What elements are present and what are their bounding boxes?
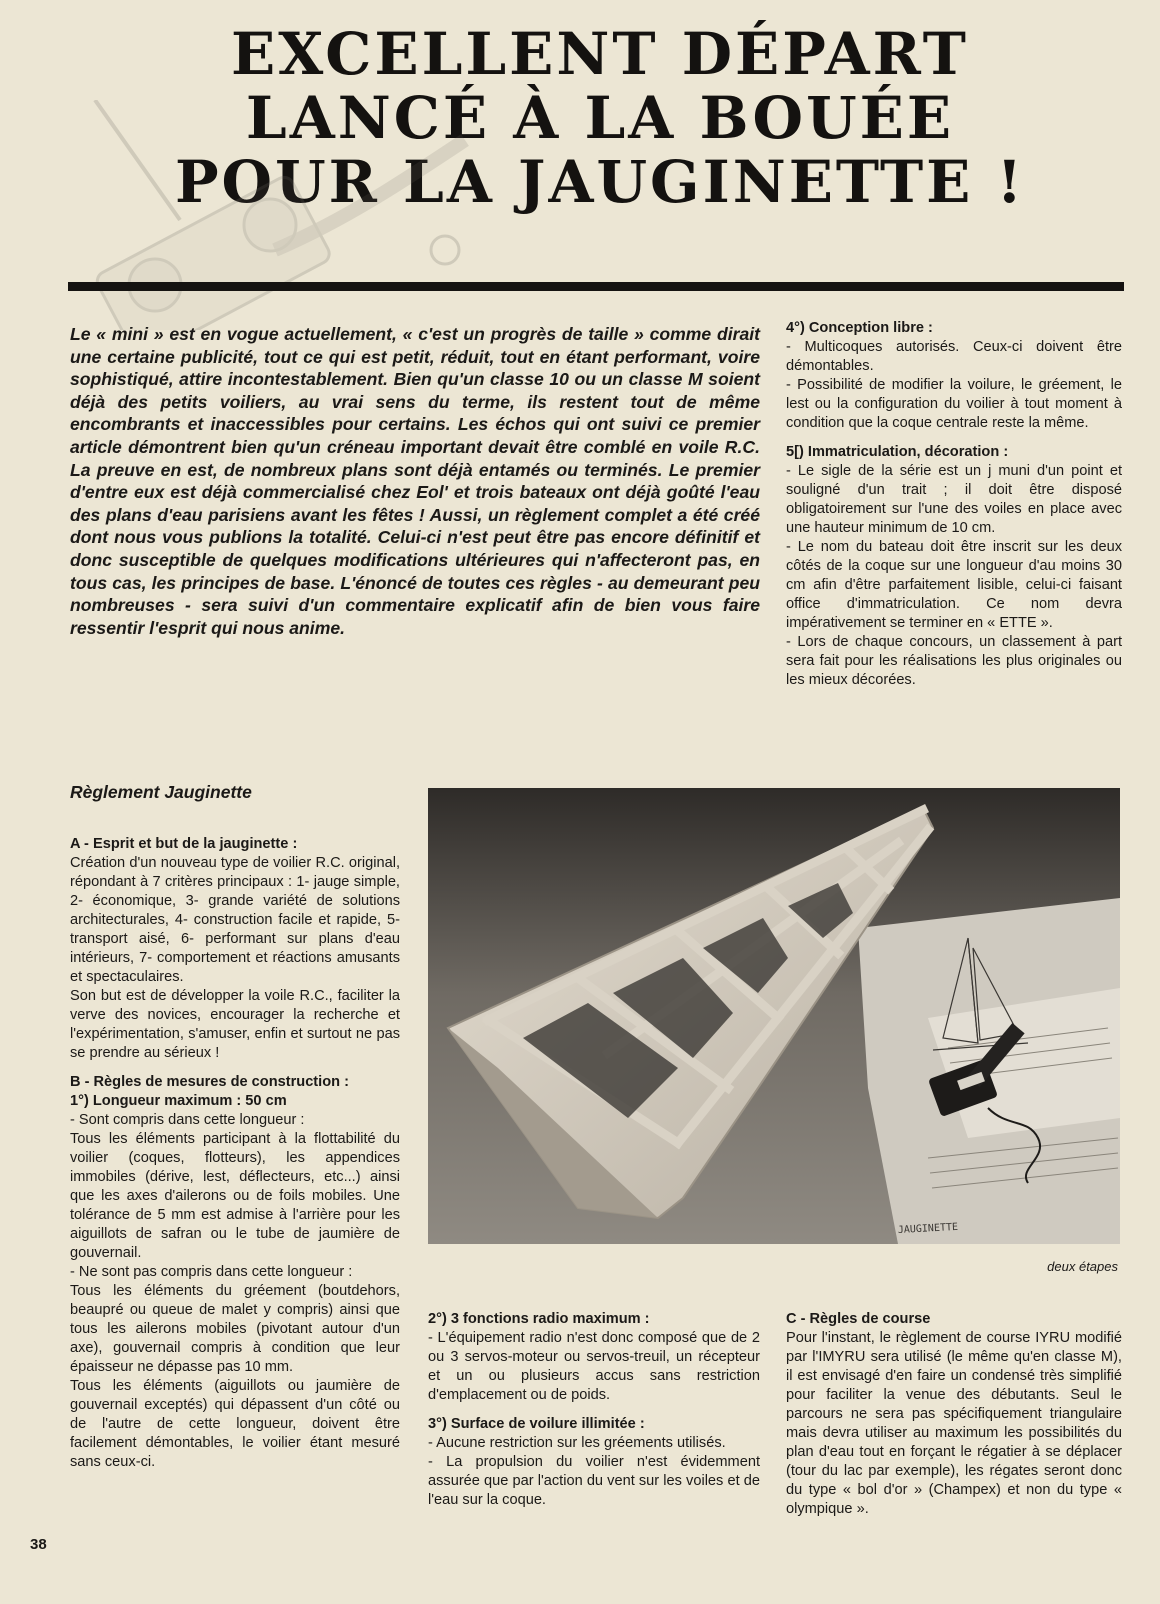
section-4-text-a: - Multicoques autorisés. Ceux-ci doivent être démontables. — [786, 339, 1122, 374]
section-b1-text-1: - Sont compris dans cette longueur : — [70, 1112, 305, 1128]
section-5-text-c: - Lors de chaque concours, un classement à part sera fait pour les réalisations les plus originales ou les mieux décorées. — [786, 634, 1122, 688]
section-3-text-b: - La propulsion du voilier n'est évidemment assurée que par l'action du vent sur les voiles et de l'eau sur la coque. — [428, 1454, 760, 1508]
page-number: 38 — [30, 1536, 47, 1553]
middle-column — [428, 1310, 760, 1510]
section-b1-text-5: Tous les éléments (aiguillots ou jaumière de gouvernail exceptés) qui dépassent d'un côté ou de l'autre de cette longueur, doivent être facilement démontables, le voilier étant mesuré sans ceux-ci. — [70, 1378, 400, 1470]
hull-frame-illustration — [428, 788, 1120, 1244]
hull-photo — [428, 788, 1120, 1244]
article-title — [90, 22, 1110, 214]
photo-caption: deux étapes — [1047, 1259, 1118, 1274]
section-b1-heading: 1°) Longueur maximum : 50 cm — [70, 1093, 287, 1109]
section-5-text-b: - Le nom du bateau doit être inscrit sur les deux côtés de la coque sur une longueur d'au moins 30 cm afin d'être parfaitement lisible, celui-ci faisant office d'immatriculation. Ce nom devra impérativement se terminer en « ETTE ». — [786, 539, 1122, 631]
right-column-top — [786, 319, 1122, 690]
section-b-heading: B - Règles de mesures de construction : — [70, 1074, 349, 1090]
section-a-text-1: Création d'un nouveau type de voilier R.C. original, répondant à 7 critères principaux : 1- jauge simple, 2- économique, 3- grande variété de solutions architecturales, 4- construction facile et rapide, 5- transport aisé, 6- performant sur plans d'eau intérieurs, 7- comportement et réactions amusants et spectaculaires. — [70, 855, 400, 985]
title-rule — [68, 282, 1124, 291]
section-a-text-2: Son but est de développer la voile R.C., faciliter la verve des novices, encourager la recherche et l'expérimentation, s'amuser, enfin et surtout ne pas se prendre au sérieux ! — [70, 988, 400, 1061]
section-3-text-a: - Aucune restriction sur les gréements utilisés. — [428, 1435, 726, 1451]
section-3-heading: 3°) Surface de voilure illimitée : — [428, 1416, 645, 1432]
section-b1-text-4: Tous les éléments du gréement (boutdehors, beaupré ou queue de malet y compris) ainsi que tous les ailerons mobiles (pivotant autour d'un axe), gouvernail compris à condition que leur épaisseur ne dépasse pas 10 mm. — [70, 1283, 400, 1375]
section-2-text: - L'équipement radio n'est donc composé que de 2 ou 3 servos-moteur ou servos-treuil, un récepteur et un ou plusieurs accus sans restriction d'emplacement ou de poids. — [428, 1330, 760, 1403]
section-a-heading: A - Esprit et but de la jauginette : — [70, 836, 298, 852]
reglement-title: Règlement Jauginette — [70, 782, 252, 802]
title-line-1: EXCELLENT DÉPART — [231, 20, 969, 88]
left-column — [70, 835, 400, 1472]
title-line-2: LANCÉ À LA BOUÉE — [245, 84, 955, 152]
section-4-text-b: - Possibilité de modifier la voilure, le gréement, le lest ou la configuration du voilier à tout moment à condition que la coque centrale reste la même. — [786, 377, 1122, 431]
section-4-heading: 4°) Conception libre : — [786, 320, 933, 336]
hull-label-text: JAUGINETTE — [897, 1221, 959, 1236]
section-2-heading: 2°) 3 fonctions radio maximum : — [428, 1311, 650, 1327]
section-b1-text-2: Tous les éléments participant à la flottabilité du voilier (coques, flotteurs), les appendices immobiles (dérive, lest, déflecteurs, etc...) ainsi que les axes d'ailerons ou de foils mobiles. Une tolérance de 5 mm est admise à l'arrière pour les aiguillots de safran ou le tube de jaumière de gouvernail. — [70, 1131, 400, 1261]
section-b1-text-3: - Ne sont pas compris dans cette longueur : — [70, 1264, 353, 1280]
section-5-heading: 5[) Immatriculation, décoration : — [786, 444, 1009, 460]
right-column-bottom — [786, 1310, 1122, 1519]
section-c-heading: C - Règles de course — [786, 1311, 931, 1327]
title-line-3: POUR LA JAUGINETTE ! — [174, 148, 1026, 216]
section-5-text-a: - Le sigle de la série est un j muni d'un point et souligné d'un trait ; il doit être disposé obligatoirement sur l'une des voiles en place avec une hauteur minimum de 10 cm. — [786, 463, 1122, 536]
section-c-text: Pour l'instant, le règlement de course IYRU modifié par l'IMYRU sera utilisé (le même qu'en classe M), il est envisagé d'en faire un condensé très simplifié pour faciliter la venue des débutants. Seul le parcours ne sera pas spécifiquement triangulaire mais devra utiliser au maximum les possibilités du plan d'eau tout en forçant le régatier à se déplacer (tour du lac par exemple), les régates seront donc du type « bol d'or » (Champex) et non du type « olympique ». — [786, 1330, 1122, 1517]
intro-paragraph: Le « mini » est en vogue actuellement, « c'est un progrès de taille » comme dirait une certaine publicité, tout ce qui est petit, réduit, tout en étant performant, voire sophistiqué, attire incontestablement. Bien qu'un classe 10 ou un classe M soient déjà des petits voiliers, au vrai sens du terme, ils restent tout de même encombrants et inaccessibles pour certains. Les échos qui ont suivi ce premier article démontrent bien qu'un créneau important devait être comblé en voile R.C. La preuve en est, de nombreux plans sont déjà entamés ou terminés. Le premier d'entre eux est déjà commercialisé chez Eol' et trois bateaux ont déjà goûté l'eau des plans d'eau parisiens avant les fêtes ! Aussi, un règlement complet a été créé dont nous vous publions la totalité. Celui-ci n'est peut être pas encore définitif et donc susceptible de quelques modifications ultérieures qui n'affecteront pas, en tous cas, les principes de base. L'énoncé de toutes ces règles - au demeurant peu nombreuses - sera suivi d'un commentaire explicatif afin de bien vous faire ressentir l'esprit qui nous anime. — [70, 324, 760, 638]
